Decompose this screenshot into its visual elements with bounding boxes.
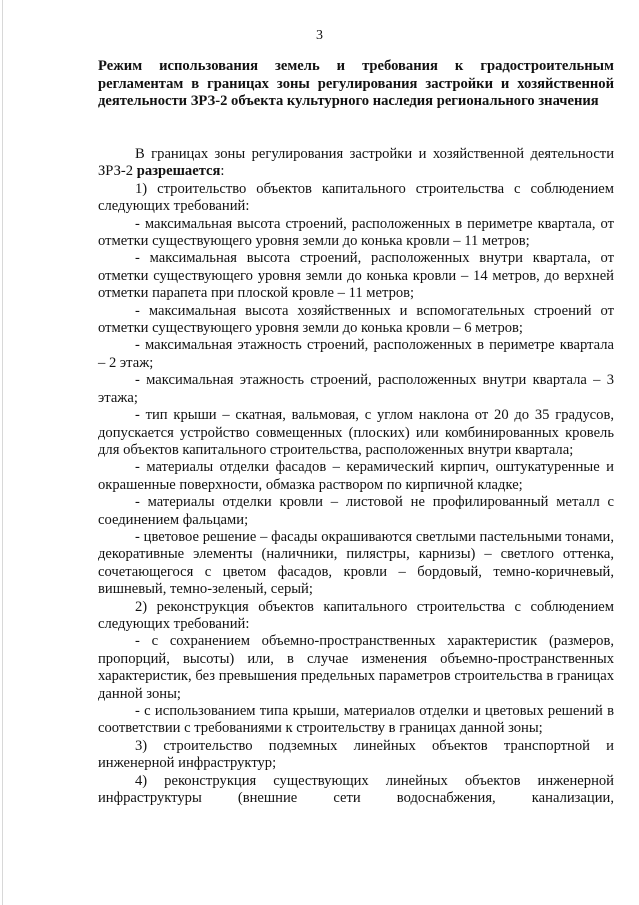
paragraph: 2) реконструкция объектов капитального строительства с соблюдением следующих требований:	[98, 598, 614, 632]
paragraph: - тип крыши – скатная, вальмовая, с углом наклона от 20 до 35 градусов, допускается устройство совмещенных (плоских) или комбинированных кровель для объектов капитального строительства, расположенных внутри квартала;	[98, 407, 614, 458]
intro-paragraph	[98, 146, 614, 181]
paragraph: 1) строительство объектов капитального строительства с соблюдением следующих требований:	[98, 180, 614, 215]
document-body	[98, 146, 614, 807]
paragraph: - с использованием типа крыши, материалов отделки и цветовых решений в соответствии с требованиями к строительству в границах данной зоны;	[98, 703, 614, 737]
paragraph: - материалы отделки кровли – листовой не профилированный металл с соединением фальцами;	[98, 494, 614, 528]
paragraph: - материалы отделки фасадов – керамический кирпич, оштукатуренные и окрашенные поверхности, обмазка раствором по кирпичной кладке;	[98, 459, 614, 493]
paragraph: 3) строительство подземных линейных объектов транспортной и инженерной инфраструктур;	[98, 737, 614, 772]
intro-bold-text: разрешается	[136, 163, 221, 180]
intro-end: :	[220, 163, 225, 180]
page-number: 3	[316, 28, 323, 43]
section-title: Режим использования земель и требования к градостроительным регламентам в границах зоны регулирования застройки и хозяйственной деятельности ЗРЗ-2 объекта культурного наследия регионального значения	[98, 58, 614, 109]
paragraph: - максимальная высота строений, расположенных внутри квартала, от отметки существующего уровня земли до конька кровли – 14 метров, до верхней отметки парапета при плоской кровле – 11 метров;	[98, 250, 614, 302]
paragraph: - максимальная этажность строений, расположенных в периметре квартала – 2 этаж;	[98, 337, 614, 371]
paragraph: - максимальная высота строений, расположенных в периметре квартала, от отметки существующего уровня земли до конька кровли – 11 метров;	[98, 215, 614, 250]
paragraph: - цветовое решение – фасады окрашиваются светлыми пастельными тонами, декоративные элементы (наличники, пилястры, карнизы) – светлого оттенка, сочетающегося с цветом фасадов, кровли – бордовый, темно-коричневый, вишневый, темно-зеленый, серый;	[98, 528, 614, 598]
intro-text: В границах зоны регулирования застройки и хозяйственной деятельности ЗРЗ-2	[98, 146, 614, 180]
paragraph: 4) реконструкция существующих линейных объектов инженерной инфраструктуры (внешние сети водоснабжения, канализации,	[98, 772, 614, 807]
paragraph: - с сохранением объемно-пространственных характеристик (размеров, пропорций, высоты) или, в случае изменения объемно-пространственных характеристик, без превышения предельных параметров строительства в границах данной зоны;	[98, 633, 614, 702]
paragraph: - максимальная высота хозяйственных и вспомогательных строений от отметки существующего уровня земли до конька кровли – 6 метров;	[98, 302, 614, 337]
paragraph: - максимальная этажность строений, расположенных внутри квартала – 3 этажа;	[98, 372, 614, 406]
page-left-edge	[2, 0, 3, 905]
